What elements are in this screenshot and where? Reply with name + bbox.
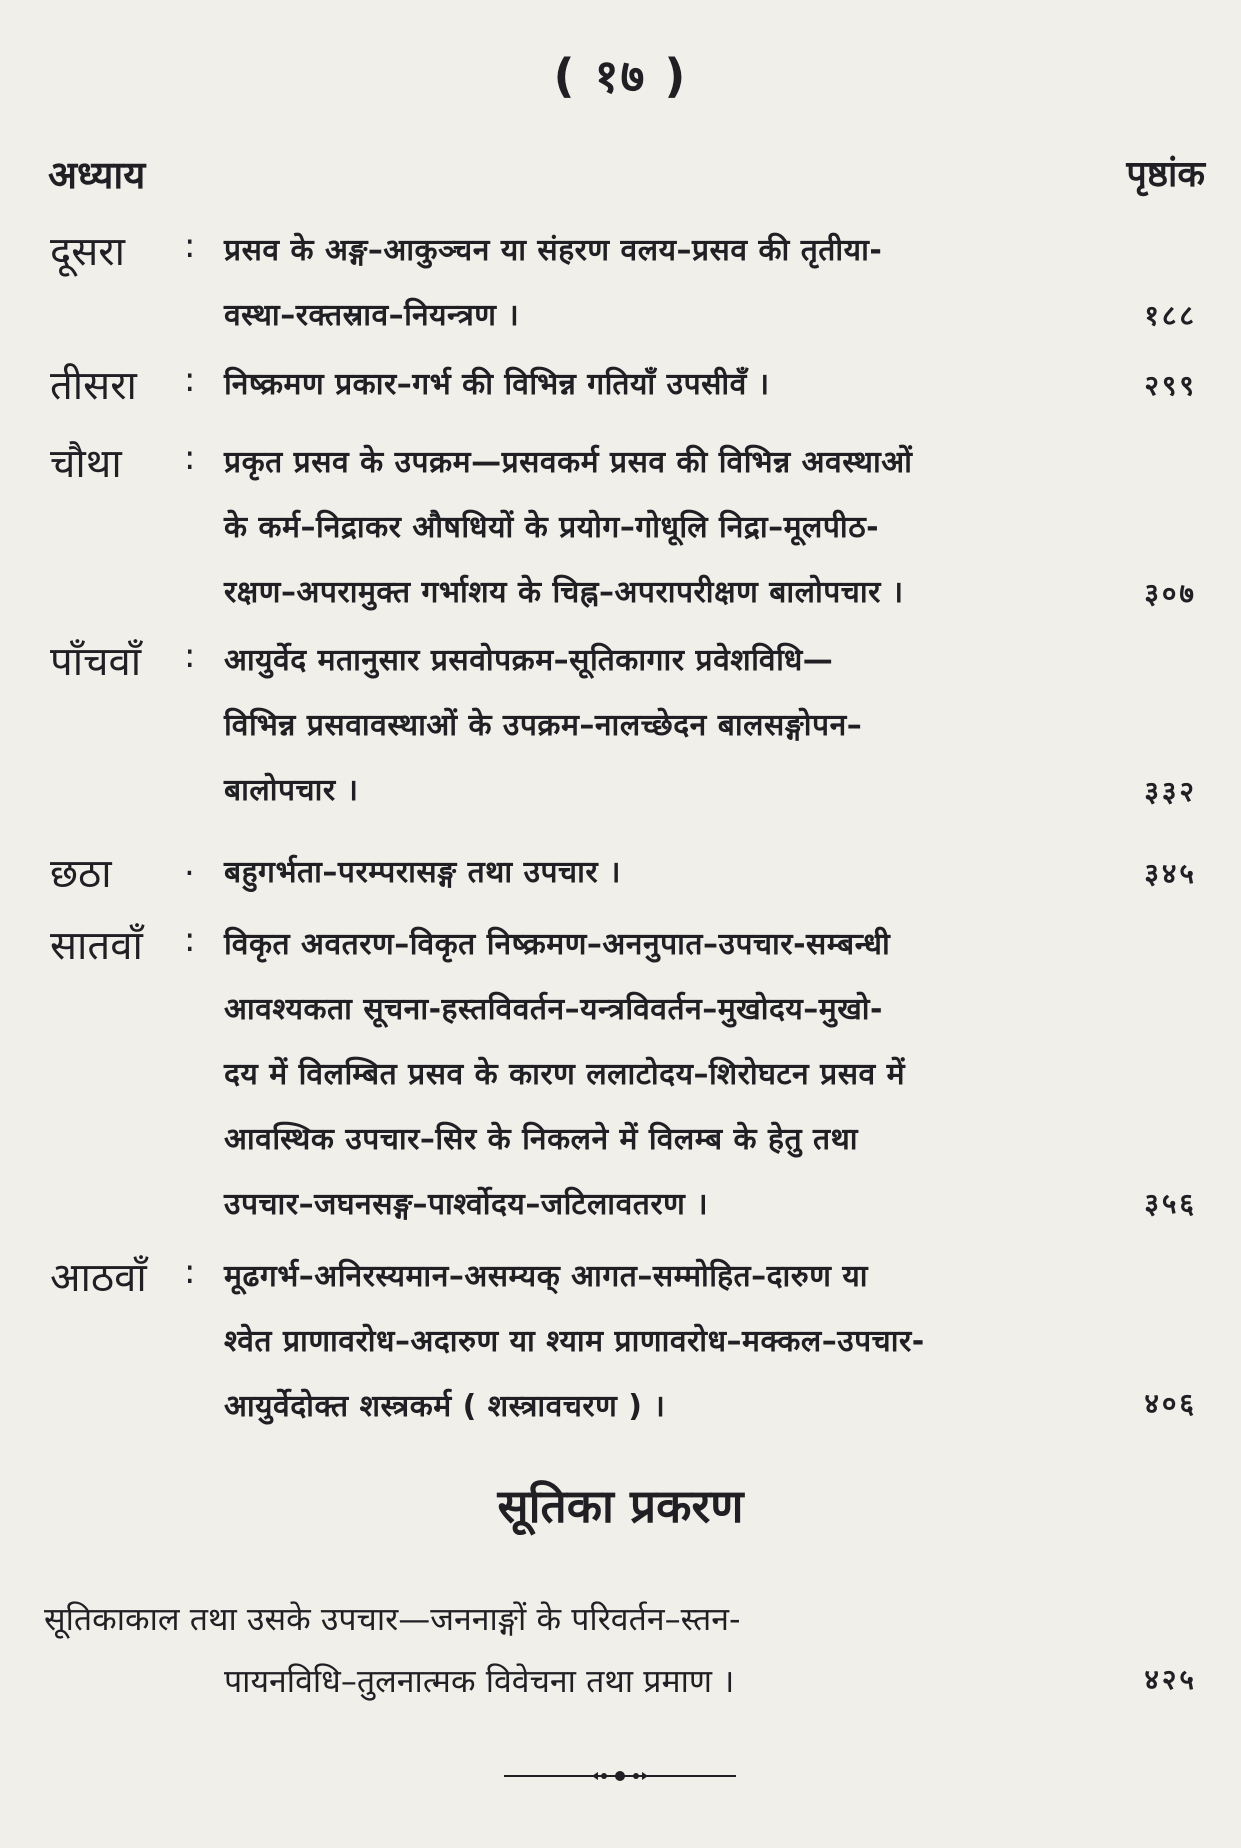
topic-line: वस्था–रक्तस्राव–नियन्त्रण ।: [224, 298, 520, 333]
chapter-label: आठवाँ: [50, 1255, 147, 1301]
chapter-label: सातवाँ: [50, 923, 143, 969]
topic-line: विभिन्न प्रसवावस्थाओं के उपक्रम–नालच्छेदन बालसङ्गोपन–: [224, 708, 863, 743]
chapter-label: छठा: [50, 851, 112, 897]
chapter-page-number: ३३२: [1144, 775, 1197, 808]
chapter-page-number: ३०७: [1144, 577, 1197, 610]
final-entry-line: सूतिकाकाल तथा उसके उपचार—जननाङ्गों के परिवर्तन–स्तन-: [44, 1600, 741, 1638]
chapter-page-number: ३५६: [1144, 1187, 1197, 1220]
ornament-divider: [500, 1768, 740, 1784]
chapter-colon: .: [184, 844, 195, 884]
chapter-page-number: ३४५: [1144, 857, 1197, 890]
topic-line: निष्क्रमण प्रकार–गर्भ की विभिन्न गतियाँ उपसीवँ ।: [224, 367, 770, 402]
chapter-topics: [224, 218, 1154, 348]
chapter-colon: :: [184, 360, 196, 400]
chapter-topics: [224, 840, 1154, 905]
chapter-label: दूसरा: [50, 229, 125, 275]
topic-line: दय में विलम्बित प्रसव के कारण ललाटोदय–शिरोघटन प्रसव में: [224, 1057, 906, 1092]
chapter-colon: :: [184, 920, 196, 960]
final-entry-page-number: ४२५: [1144, 1663, 1197, 1696]
topic-line: आयुर्वेदोक्त शस्त्रकर्म ( शस्त्रावचरण ) ।: [224, 1389, 666, 1424]
chapter-topics: [224, 628, 1154, 823]
chapter-topics: [224, 1244, 1154, 1439]
chapter-colon: :: [184, 636, 196, 676]
chapter-colon: :: [184, 1252, 196, 1292]
topic-line: प्रकृत प्रसव के उपक्रम—प्रसवकर्म प्रसव की विभिन्न अवस्थाओं: [224, 445, 913, 480]
page-number: ( १७ ): [553, 49, 688, 103]
column-header-page: पृष्ठांक: [1126, 154, 1205, 195]
topic-line: रक्षण–अपरामुक्त गर्भाशय के चिह्न–अपरापरीक्षण बालोपचार ।: [224, 575, 904, 610]
topic-line: बहुगर्भता–परम्परासङ्ग तथा उपचार ।: [224, 855, 621, 890]
topic-line: श्वेत प्राणावरोध–अदारुण या श्याम प्राणावरोध–मक्कल–उपचार-: [224, 1324, 925, 1359]
chapter-colon: :: [184, 226, 196, 266]
topic-line: मूढगर्भ–अनिरस्यमान–असम्यक् आगत–सम्मोहित–दारुण या: [224, 1259, 869, 1294]
topic-line: आयुर्वेद मतानुसार प्रसवोपक्रम–सूतिकागार प्रवेशविधि—: [224, 643, 834, 678]
final-entry-line: पायनविधि–तुलनात्मक विवेचना तथा प्रमाण ।: [224, 1662, 735, 1700]
chapter-page-number: २९९: [1144, 369, 1197, 402]
column-header-chapter: अध्याय: [48, 153, 146, 197]
final-entry: [44, 1588, 1124, 1712]
chapter-topics: [224, 912, 1154, 1237]
topic-line: के कर्म–निद्राकर औषधियों के प्रयोग–गोधूलि निद्रा–मूलपीठ-: [224, 510, 880, 545]
topic-line: आवस्थिक उपचार–सिर के निकलने में विलम्ब के हेतु तथा: [224, 1122, 859, 1157]
chapter-label: चौथा: [50, 441, 122, 487]
topic-line: विकृत अवतरण–विकृत निष्क्रमण–अननुपात–उपचार-सम्बन्धी: [224, 927, 891, 962]
topic-line: उपचार–जघनसङ्ग–पार्श्वोदय–जटिलावतरण ।: [224, 1187, 709, 1222]
topic-line: बालोपचार ।: [224, 773, 359, 808]
chapter-colon: :: [184, 438, 196, 478]
chapter-label: पाँचवाँ: [50, 639, 142, 685]
chapter-page-number: १८८: [1144, 299, 1197, 332]
section-heading: सूतिका प्रकरण: [497, 1479, 744, 1533]
chapter-topics: [224, 430, 1154, 625]
topic-line: प्रसव के अङ्ग–आकुञ्चन या संहरण वलय–प्रसव की तृतीया-: [224, 233, 883, 268]
topic-line: आवश्यकता सूचना-हस्तविवर्तन–यन्त्रविवर्तन–मुखोदय–मुखो-: [224, 992, 883, 1027]
chapter-label: तीसरा: [50, 363, 137, 409]
chapter-page-number: ४०६: [1144, 1387, 1197, 1420]
chapter-topics: [224, 352, 1154, 417]
